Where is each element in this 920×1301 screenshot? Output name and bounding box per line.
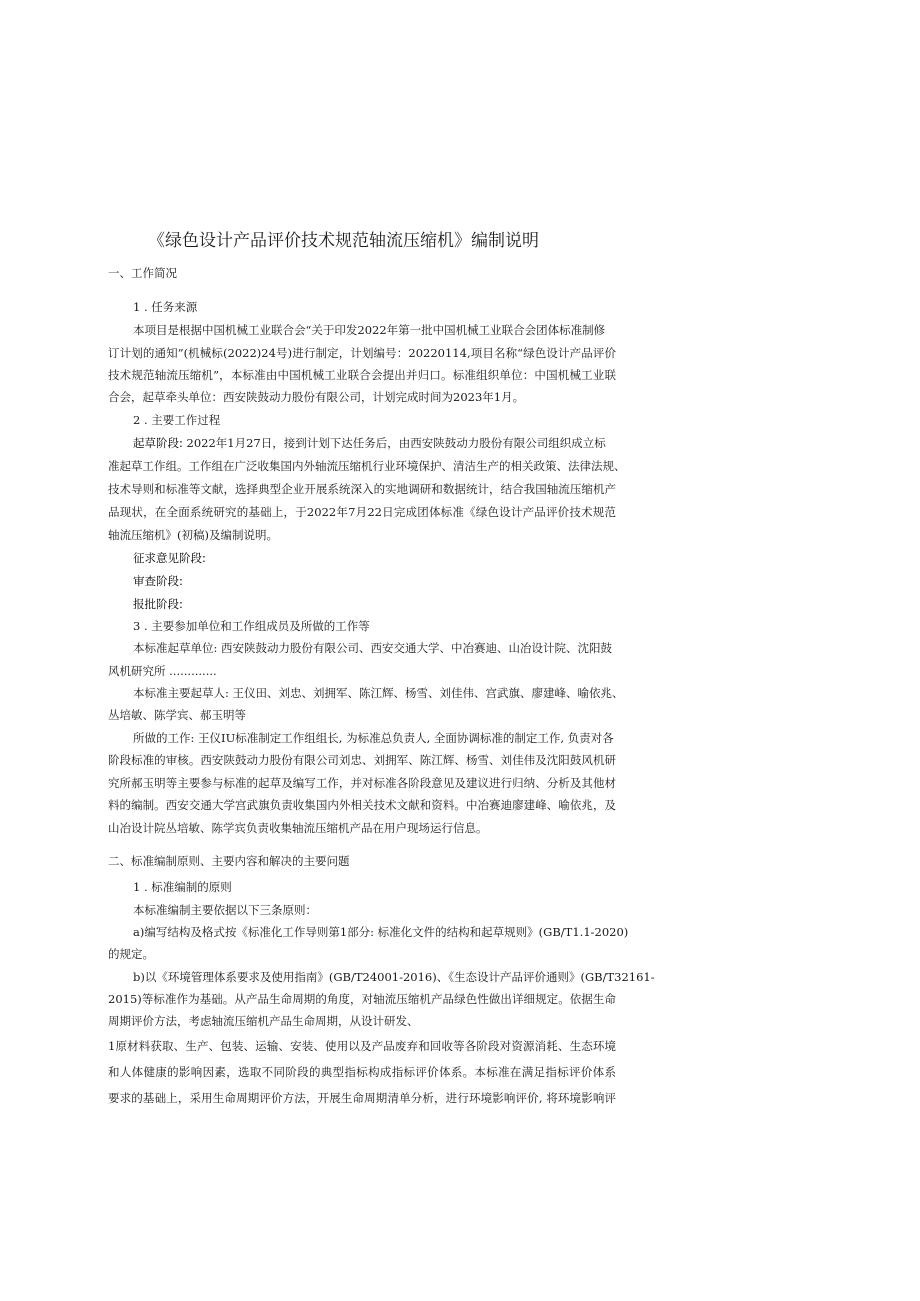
subsection-heading-1-1: 1 . 任务来源 xyxy=(133,300,198,314)
paragraph-line: 技术规范轴流压缩机”，本标准由中国机械工业联合会提出并归口。标准组织单位：中国机械工业联 xyxy=(108,368,616,382)
subsection-heading-2-1: 1 . 标准编制的原则 xyxy=(133,880,232,894)
paragraph-line: 本标准编制主要依据以下三条原则： xyxy=(133,903,317,917)
paragraph-line: b)以《环境管理体系要求及使用指南》(GB/T24001-2016)、《生态设计产品评价通则》(GB/T32161- xyxy=(133,970,655,984)
section-heading-2: 二、标准编制原则、主要内容和解决的主要问题 xyxy=(108,854,350,868)
paragraph-line: 2015)等标准作为基础。从产品生命周期的角度，对轴流压缩机产品绿色性做出详细规定。依据生命 xyxy=(108,992,616,1006)
stage-label-approval: 报批阶段: xyxy=(133,597,183,611)
paragraph-line: 合会，起草牵头单位：西安陕鼓动力股份有限公司，计划完成时间为2023年1月。 xyxy=(108,390,525,404)
paragraph-line xyxy=(133,435,606,451)
paragraph-text: 2022年1月27日，接到计划下达任务后，由西安陕鼓动力股份有限公司组织成立标 xyxy=(182,436,606,450)
paragraph-line: 山冶设计院丛培敏、陈学宾负责收集轴流压缩机产品在用户现场运行信息。 xyxy=(108,821,488,835)
paragraph-line: 丛培敏、陈学宾、郝玉明等 xyxy=(108,708,246,722)
paragraph-line: 周期评价方法，考虑轴流压缩机产品生命周期，从设计研发、 xyxy=(108,1014,419,1028)
stage-label-review: 审查阶段: xyxy=(133,574,183,588)
paragraph-line: 品现状，在全面系统研究的基础上，于2022年7月22日完成团体标准《绿色设计产品评价技术规范 xyxy=(108,505,616,519)
paragraph-line: 1原材料获取、生产、包装、运输、安装、使用以及产品废弃和回收等各阶段对资源消耗、生态环境 xyxy=(108,1039,616,1053)
paragraph-line: 的规定。 xyxy=(108,947,154,961)
paragraph-line: 阶段标准的审核。西安陕鼓动力股份有限公司刘忠、刘拥军、陈江辉、杨雪、刘佳伟及沈阳鼓风机研 xyxy=(108,753,616,767)
paragraph-line: 和人体健康的影响因素，选取不同阶段的典型指标构成指标评价体系。本标准在满足指标评价体系 xyxy=(108,1065,616,1079)
paragraph-line: a)编写结构及格式按《标准化工作导则第1部分: 标准化文件的结构和起草规则》(GB/T1.1-2020) xyxy=(133,925,629,939)
paragraph-line: 订计划的通知”(机械标(2022)24号)进行制定，计划编号：20220114,项目名称“绿色设计产品评价 xyxy=(108,346,616,360)
paragraph-line: 料的编制。西安交通大学宫武旗负责收集国内外相关技术文献和资料。中冶赛迪廖建峰、喻依兆，及 xyxy=(108,798,616,812)
paragraph-line: 技术导则和标准等文献，选择典型企业开展系统深入的实地调研和数据统计，结合我国轴流压缩机产 xyxy=(108,482,616,496)
section-heading-1: 一、工作简况 xyxy=(108,266,177,280)
paragraph-line: 准起草工作组。工作组在广泛收集国内外轴流压缩机行业环境保护、清洁生产的相关政策、法律法规、 xyxy=(108,459,626,473)
paragraph-line: 本标准起草单位: 西安陕鼓动力股份有限公司、西安交通大学、中冶赛迪、山冶设计院、沈阳鼓 xyxy=(133,641,613,655)
stage-label-drafting: 起草阶段: xyxy=(133,436,183,450)
paragraph-line: 要求的基础上，采用生命周期评价方法，开展生命周期清单分析，进行环境影响评价, 将环境影响评 xyxy=(108,1091,616,1105)
paragraph-line: 轴流压缩机》(初稿)及编制说明。 xyxy=(108,528,278,542)
paragraph-line: 风机研究所 ............. xyxy=(108,664,217,678)
subsection-heading-1-3: 3 . 主要参加单位和工作组成员及所做的工作等 xyxy=(133,619,370,633)
paragraph-line: 本标准主要起草人: 王仪田、刘忠、刘拥军、陈江辉、杨雪、刘佳伟、宫武旗、廖建峰、喻依兆、 xyxy=(133,686,624,700)
subsection-heading-1-2: 2 . 主要工作过程 xyxy=(133,413,221,427)
paragraph-line: 究所郝玉明等主要参与标准的起草及编写工作，并对标准各阶段意见及建议进行归纳、分析及其他材 xyxy=(108,776,616,790)
document-title: 《绿色设计产品评价技术规范轴流压缩机》编制说明 xyxy=(148,231,539,251)
stage-label-consultation: 征求意见阶段: xyxy=(133,551,206,565)
paragraph-line: 本项目是根据中国机械工业联合会“关于印发2022年第一批中国机械工业联合会团体标准制修 xyxy=(133,323,606,337)
paragraph-line: 所做的工作: 王仪IU标准制定工作组组长, 为标准总负责人, 全面协调标准的制定工作, 负责对各 xyxy=(133,731,614,745)
